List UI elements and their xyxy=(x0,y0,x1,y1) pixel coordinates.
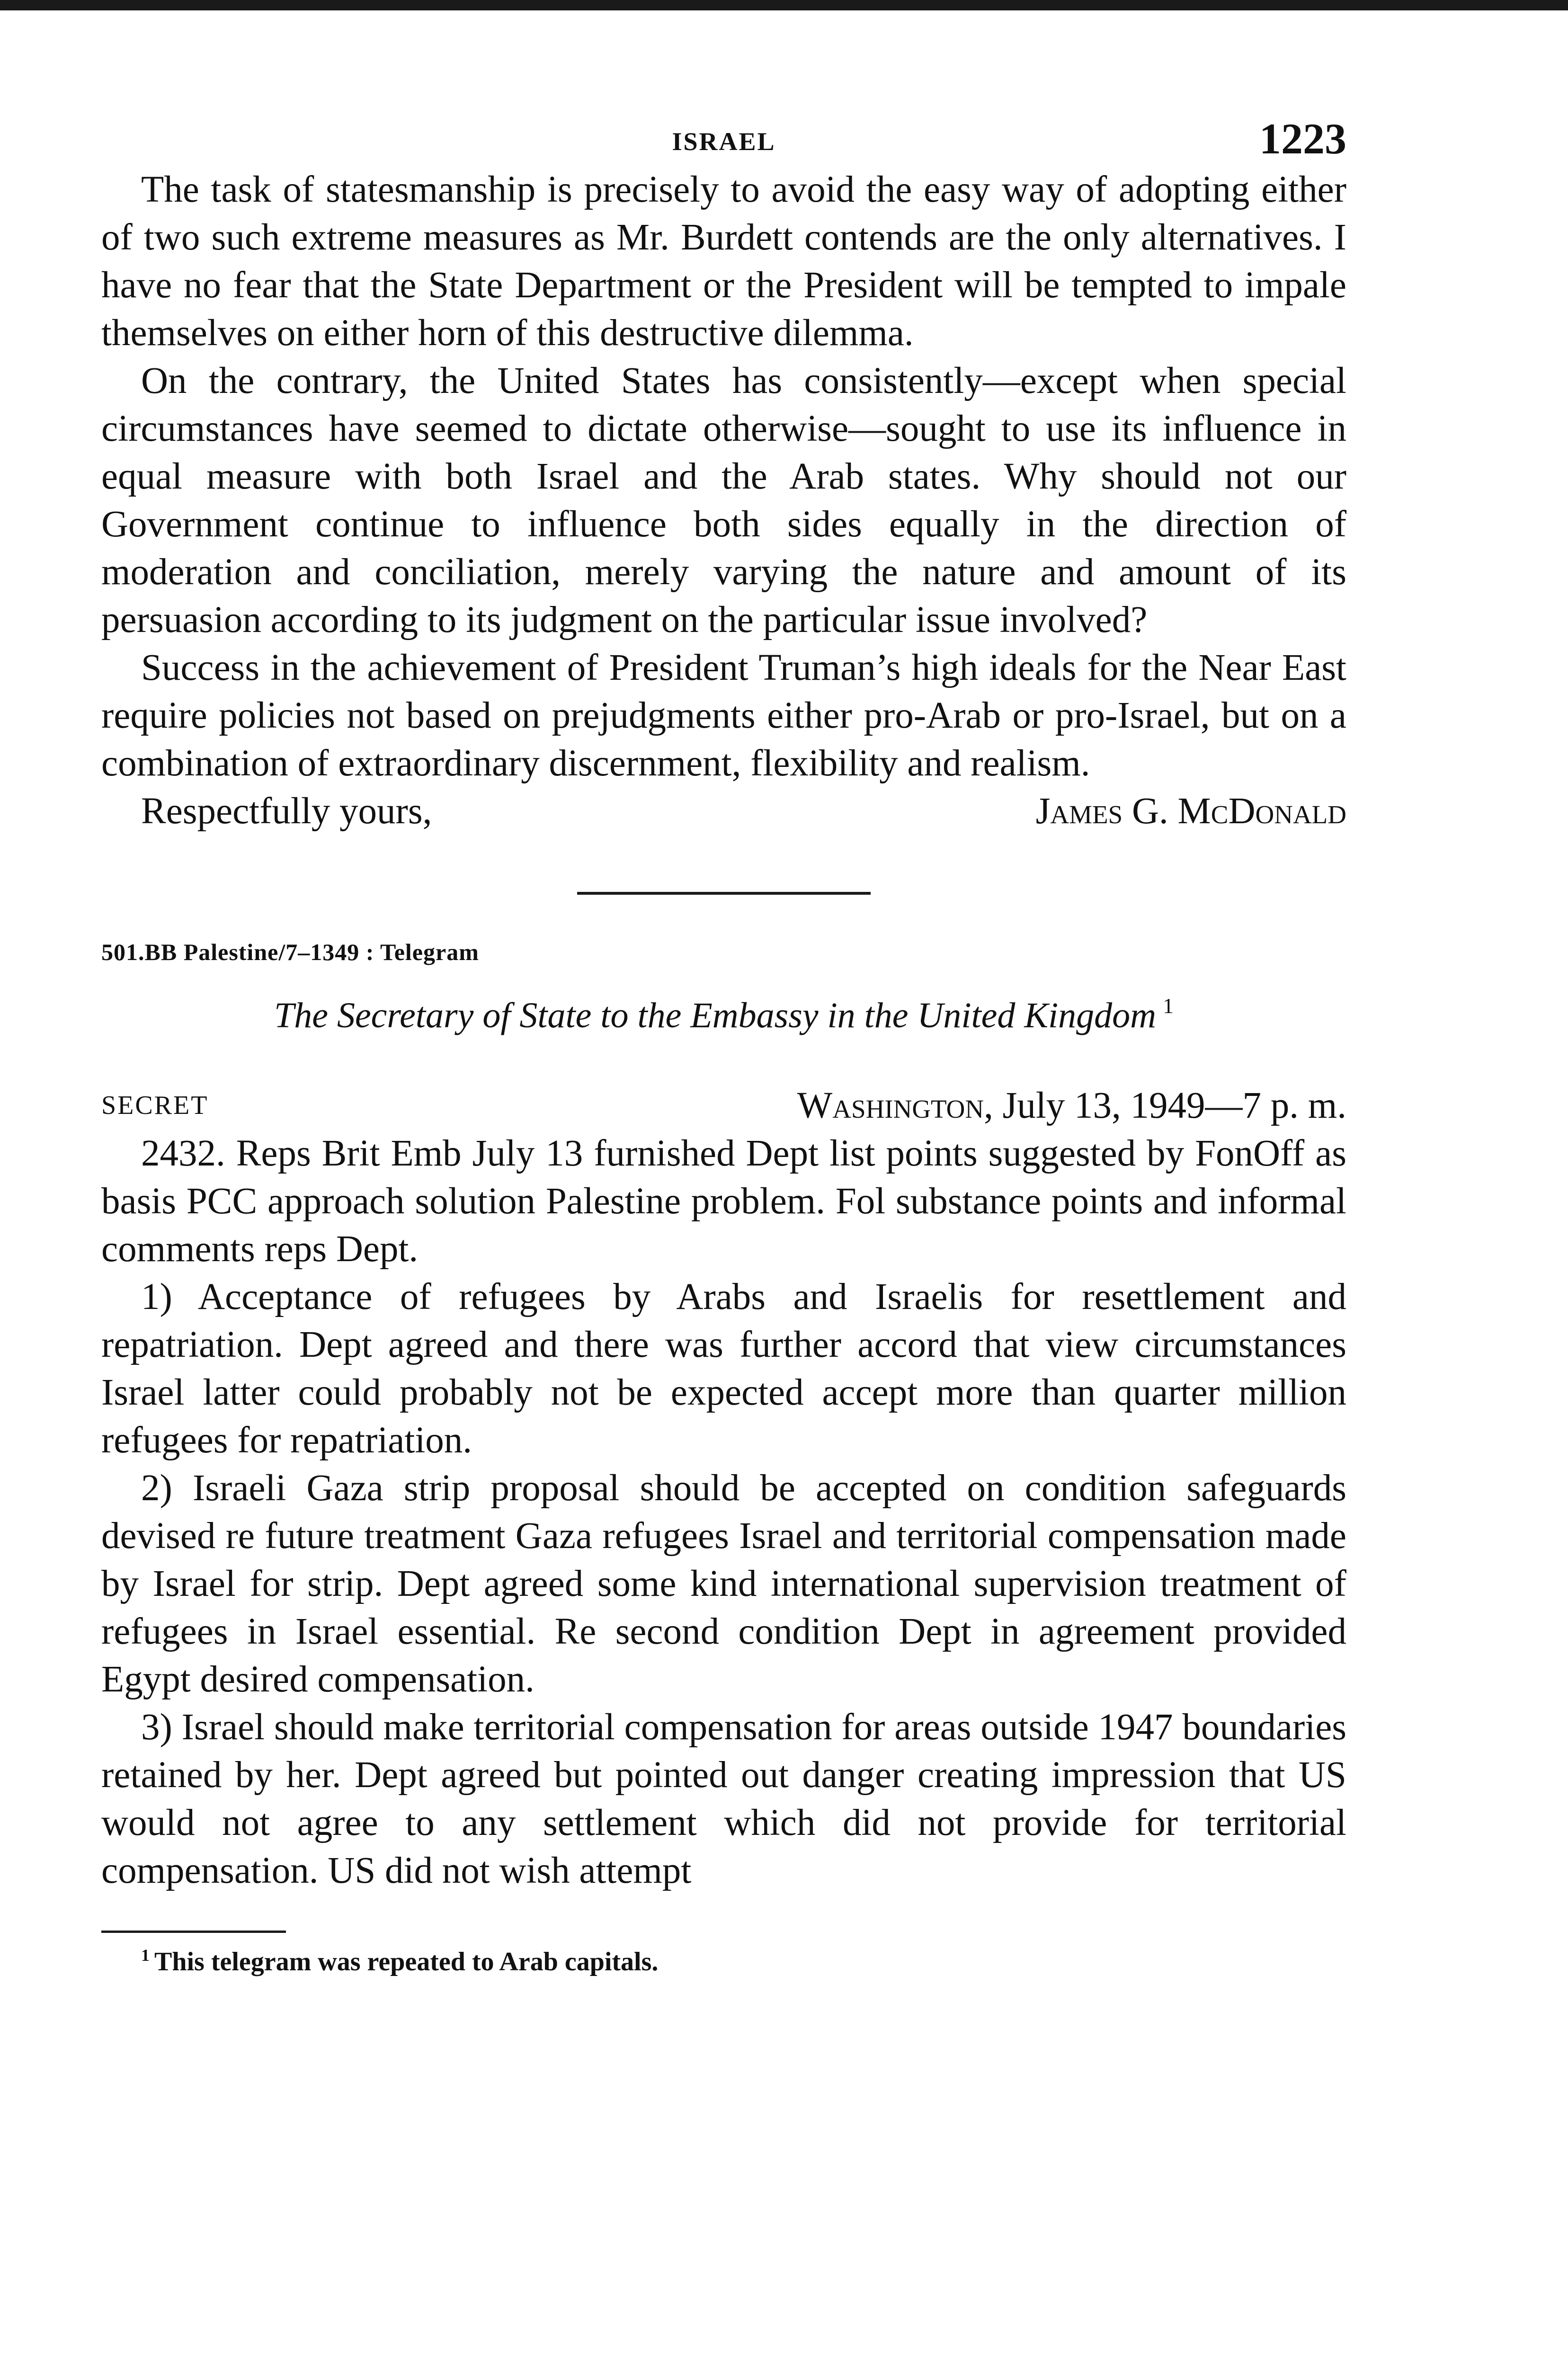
letter-signoff xyxy=(101,787,1346,835)
dateline-date: , July 13, 1949—7 p. m. xyxy=(984,1085,1346,1126)
document-title-text: The Secretary of State to the Embassy in the United Kingdom xyxy=(274,996,1157,1035)
document-page xyxy=(101,114,1346,1977)
file-reference: 501.BB Palestine/7–1349 : Telegram xyxy=(101,939,479,965)
running-head xyxy=(101,114,1346,166)
footnote-reference: 1 xyxy=(1163,994,1174,1018)
letter-paragraph: Success in the achievement of President Truman’s high ideals for the Near East require policies not based on prejudgments either pro-Arab or pro-Israel, but on a combination of extraordinary discernment, flexibility and realism. xyxy=(101,647,1346,784)
footnote-marker: 1 xyxy=(141,1946,150,1965)
telegram-paragraph: 2432. Reps Brit Emb July 13 furnished Dept list points suggested by FonOff as basis PCC approach solution Palestine problem. Fol substance points and informal comments reps Dept. xyxy=(101,1133,1346,1270)
footnote-text: This telegram was repeated to Arab capitals. xyxy=(154,1947,659,1976)
letter-closing: Respectfully yours, xyxy=(141,791,432,832)
letter-paragraph: The task of statesmanship is precisely to avoid the easy way of adopting either of two such extreme measures as Mr. Burdett contends are the only alternatives. I have no fear that the State Department or the President will be tempted to impale themselves on either horn of this destructive dilemma. xyxy=(101,169,1346,354)
letter-signer: James G. McDonald xyxy=(1035,791,1346,832)
place-and-date xyxy=(797,1082,1346,1130)
telegram-paragraph: 2) Israeli Gaza strip proposal should be accepted on condition safeguards devised re future treatment Gaza refugees Israel and territorial compensation made by Israel for strip. Dept agreed some kind international supervision treatment of refugees in Israel essential. Re second condition Dept in agreement provided Egypt desired compensation. xyxy=(101,1468,1346,1700)
footnote-rule xyxy=(101,1931,286,1933)
dateline xyxy=(101,1082,1346,1130)
letter-body xyxy=(101,166,1346,787)
running-title: ISRAEL xyxy=(672,127,776,156)
classification-label: SECRET xyxy=(101,1091,209,1120)
page-top-edge xyxy=(0,0,1568,10)
document-title xyxy=(101,993,1346,1036)
letter-paragraph: On the contrary, the United States has consistently—except when special circumstances have seemed to dictate otherwise—sought to use its influence in equal measure with both Israel and the Arab states. Why should not our Government continue to influence both sides equally in the direction of moderation and conciliation, merely varying the nature and amount of its persuasion according to its judgment on the particular issue involved? xyxy=(101,360,1346,641)
section-divider xyxy=(577,892,871,895)
dateline-place: Washington xyxy=(797,1085,984,1126)
telegram-paragraph: 1) Acceptance of refugees by Arabs and Israelis for resettlement and repatriation. Dept agreed and there was further accord that view circumstances Israel latter could probably not be expected accept more than quarter million refugees for repatriation. xyxy=(101,1276,1346,1461)
telegram-body xyxy=(101,1130,1346,1895)
footnote xyxy=(141,1945,1346,1977)
page-number: 1223 xyxy=(1259,115,1346,163)
telegram-paragraph: 3) Israel should make territorial compensation for areas outside 1947 boundaries retained by her. Dept agreed but pointed out danger creating impression that US would not agree to any settlement which did not provide for territorial compensation. US did not wish attempt xyxy=(101,1707,1346,1891)
